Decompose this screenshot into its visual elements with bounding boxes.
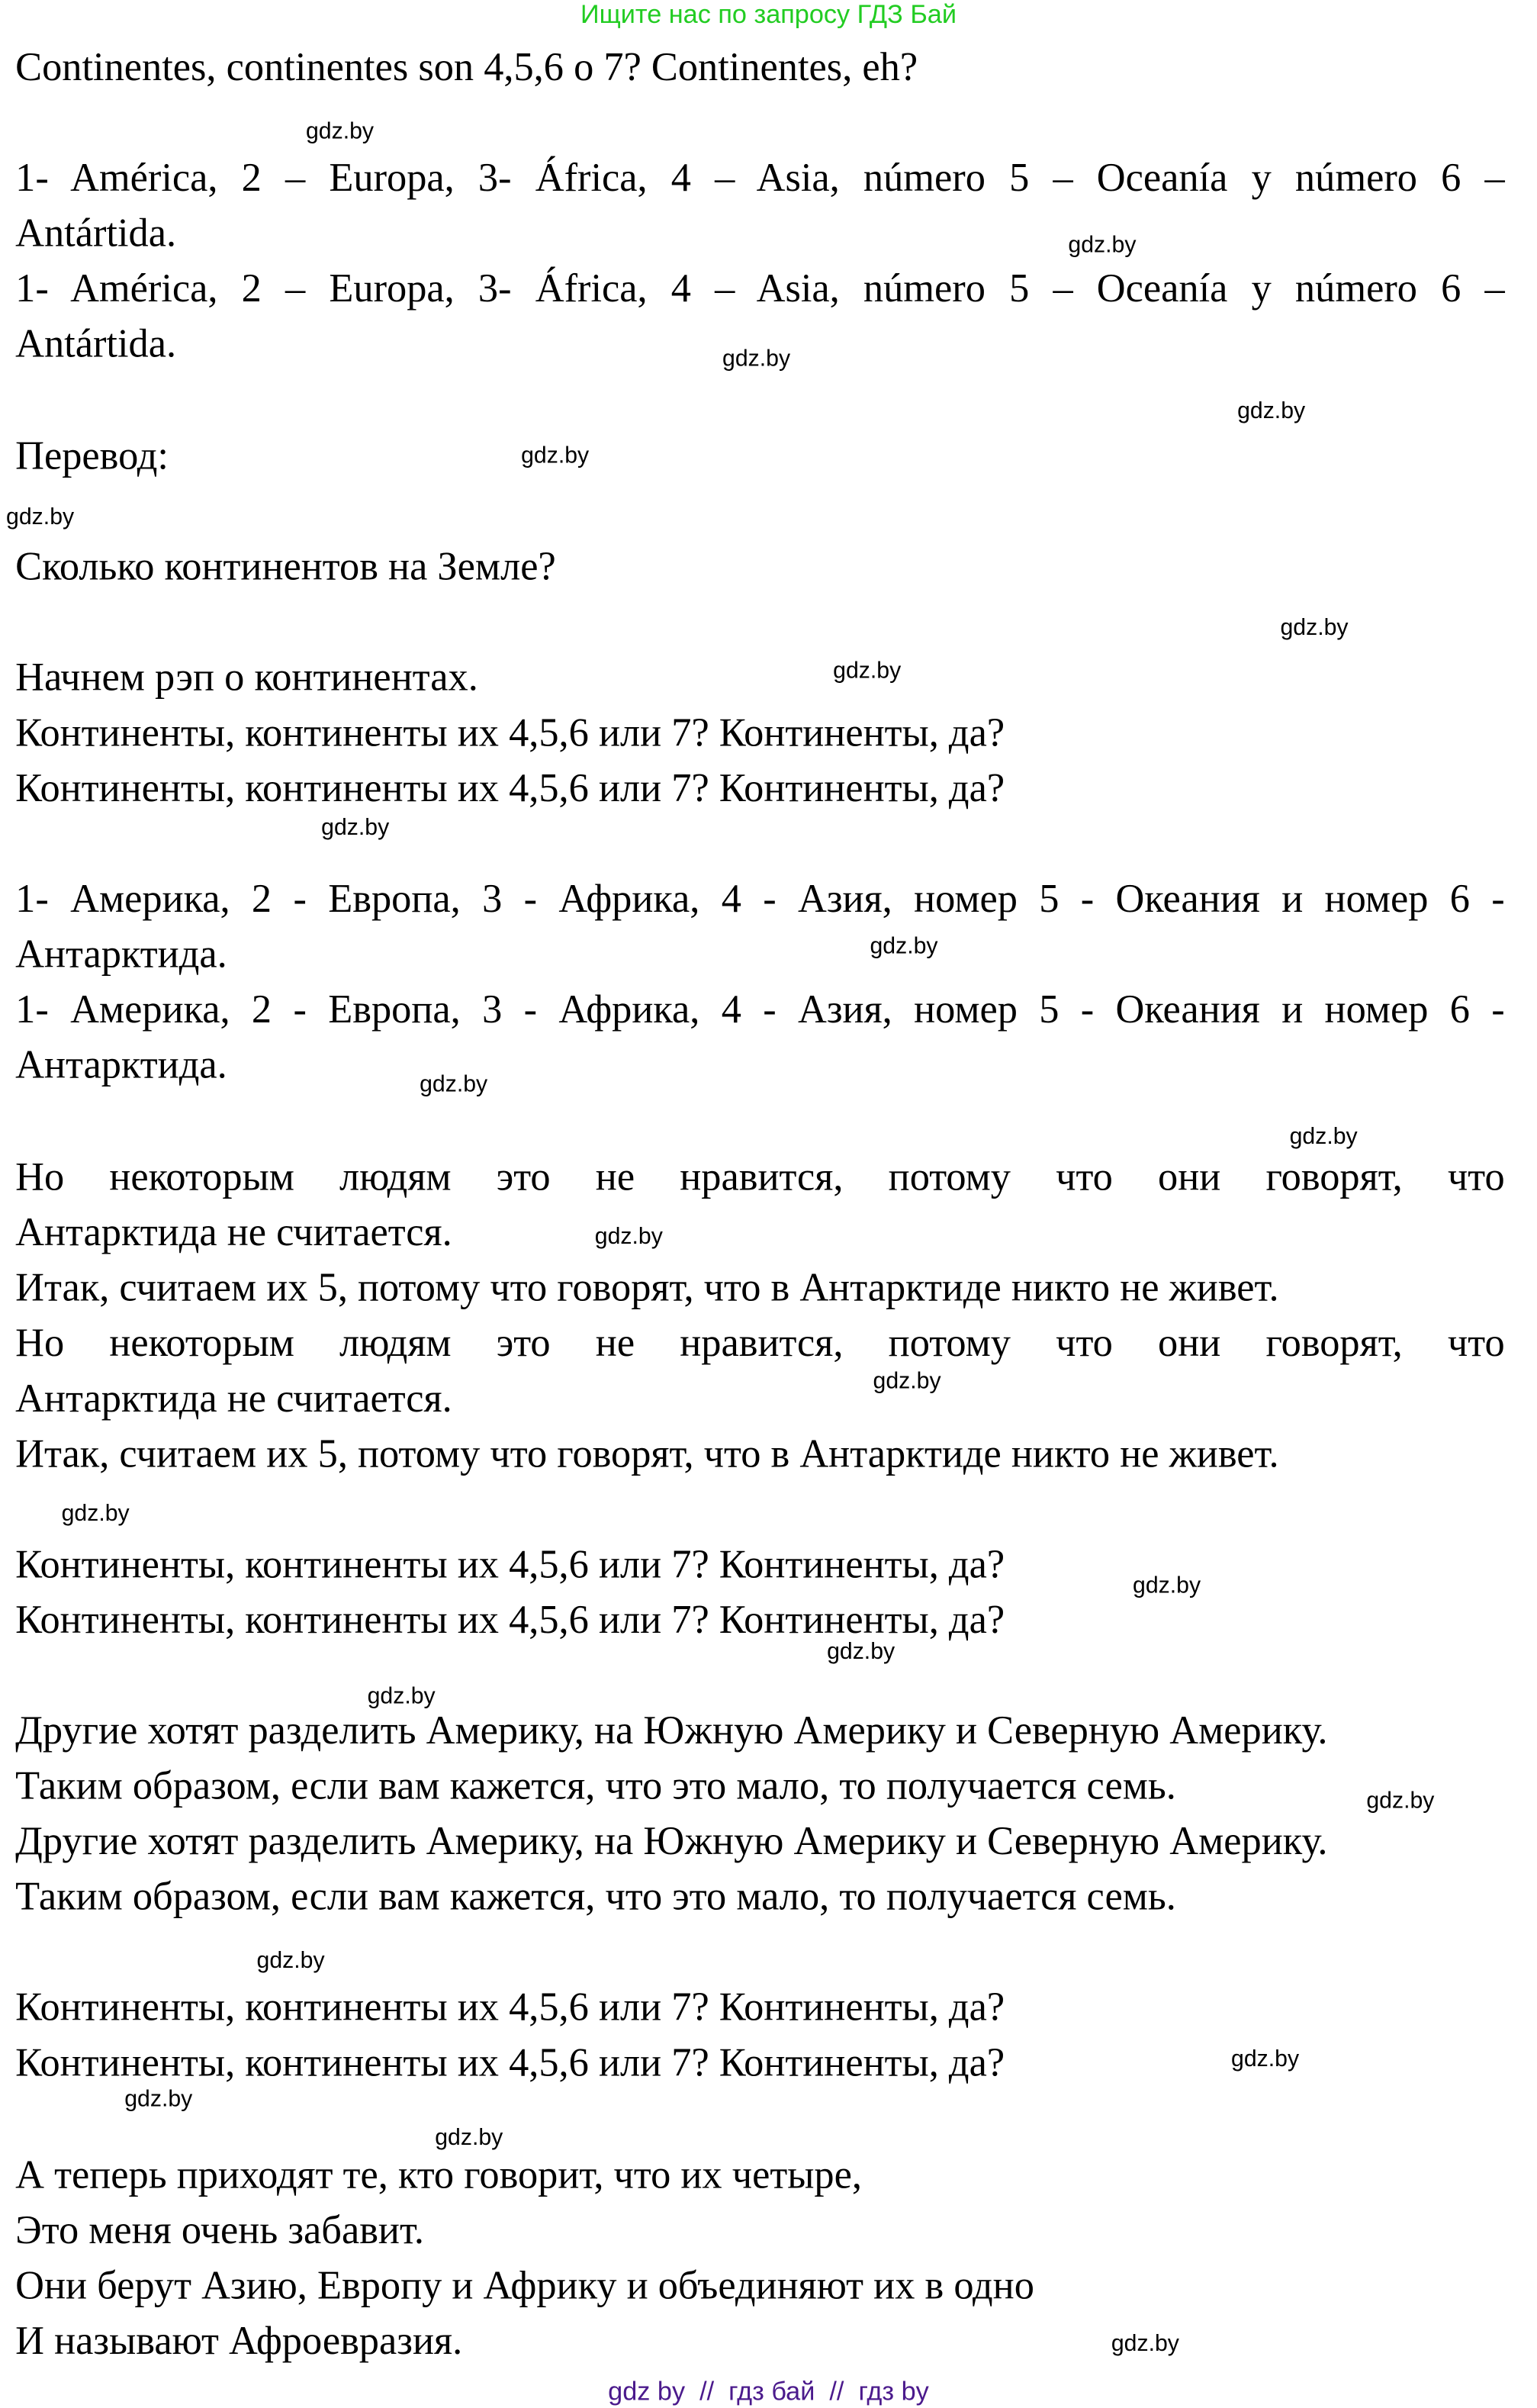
watermark: gdz.by <box>6 504 75 531</box>
text-line: Antártida. <box>15 211 177 256</box>
text-line: Континенты, континенты их 4,5,6 или 7? Континенты, да? <box>15 1542 1005 1587</box>
watermark: gdz.by <box>367 1683 436 1710</box>
watermark: gdz.by <box>873 1368 941 1395</box>
text-line: Сколько континентов на Земле? <box>15 544 556 589</box>
watermark: gdz.by <box>594 1223 663 1251</box>
text-line: Они берут Азию, Европу и Африку и объединяют их в одно <box>15 2263 1034 2308</box>
watermark: gdz.by <box>305 118 375 145</box>
text-line: Это меня очень забавит. <box>15 2207 425 2252</box>
search-banner[interactable]: Ищите нас по запросу ГДЗ Бай <box>580 0 957 30</box>
watermark: gdz.by <box>1231 2046 1300 2073</box>
text-line: И называют Афроевразия. <box>15 2318 463 2364</box>
watermark: gdz.by <box>321 814 390 842</box>
text-line: Таким образом, если вам кажется, что это мало, то получается семь. <box>15 1763 1176 1808</box>
watermark: gdz.by <box>1280 615 1349 642</box>
text-line: Континенты, континенты их 4,5,6 или 7? Континенты, да? <box>15 710 1005 755</box>
text-line: А теперь приходят те, кто говорит, что их четыре, <box>15 2152 862 2197</box>
watermark: gdz.by <box>124 2086 193 2113</box>
watermark: gdz.by <box>827 1638 896 1666</box>
text-line: Но некоторым людям это не нравится, потому что они говорят, что <box>15 1320 1505 1366</box>
text-line: Антарктида не считается. <box>15 1376 452 1421</box>
text-line: Антарктида не считается. <box>15 1209 452 1255</box>
text-line: Таким образом, если вам кажется, что это мало, то получается семь. <box>15 1874 1176 1919</box>
watermark: gdz.by <box>1237 398 1306 425</box>
text-line: Другие хотят разделить Америку, на Южную Америку и Северную Америку. <box>15 1818 1328 1864</box>
text-line: Но некоторым людям это не нравится, потому что они говорят, что <box>15 1154 1505 1199</box>
text-line: 1- Америка, 2 - Европа, 3 - Африка, 4 - Азия, номер 5 - Океания и номер 6 - <box>15 876 1505 921</box>
text-line: Другие хотят разделить Америку, на Южную Америку и Северную Америку. <box>15 1708 1328 1753</box>
watermark: gdz.by <box>870 933 938 960</box>
text-line: Антарктида. <box>15 932 227 977</box>
watermark: gdz.by <box>1366 1788 1435 1814</box>
text-line: Континенты, континенты их 4,5,6 или 7? Континенты, да? <box>15 765 1005 810</box>
text-line: Континенты, континенты их 4,5,6 или 7? Континенты, да? <box>15 2039 1005 2085</box>
text-line: Начнем рэп о континентах. <box>15 655 478 700</box>
footer-links[interactable]: gdz by // гдз бай // гдз by <box>608 2377 929 2406</box>
watermark: gdz.by <box>420 1071 488 1098</box>
text-line: Континенты, континенты их 4,5,6 или 7? Континенты, да? <box>15 1985 1005 2030</box>
watermark: gdz.by <box>722 346 791 372</box>
text-line: Антарктида. <box>15 1042 227 1087</box>
text-line: Continentes, continentes son 4,5,6 o 7? Continentes, eh? <box>15 44 918 89</box>
text-line: Antártida. <box>15 321 177 366</box>
text-line: 1- América, 2 – Europa, 3- África, 4 – Asia, número 5 – Oceanía y número 6 – <box>15 266 1505 311</box>
watermark: gdz.by <box>61 1500 130 1527</box>
text-line: Континенты, континенты их 4,5,6 или 7? Континенты, да? <box>15 1597 1005 1643</box>
watermark: gdz.by <box>1068 232 1137 259</box>
text-line: Итак, считаем их 5, потому что говорят, что в Антарктиде никто не живет. <box>15 1431 1279 1476</box>
watermark: gdz.by <box>435 2124 503 2151</box>
text-line: 1- América, 2 – Europa, 3- África, 4 – Asia, número 5 – Oceanía y número 6 – <box>15 155 1505 200</box>
watermark: gdz.by <box>833 658 902 684</box>
text-line: Итак, считаем их 5, потому что говорят, что в Антарктиде никто не живет. <box>15 1265 1279 1310</box>
watermark: gdz.by <box>1111 2330 1179 2357</box>
watermark: gdz.by <box>256 1948 325 1975</box>
text-line: 1- Америка, 2 - Европа, 3 - Африка, 4 - Азия, номер 5 - Океания и номер 6 - <box>15 987 1505 1032</box>
section-heading: Перевод: <box>15 433 169 478</box>
watermark: gdz.by <box>1289 1123 1358 1151</box>
watermark: gdz.by <box>521 443 590 469</box>
watermark: gdz.by <box>1133 1573 1201 1599</box>
